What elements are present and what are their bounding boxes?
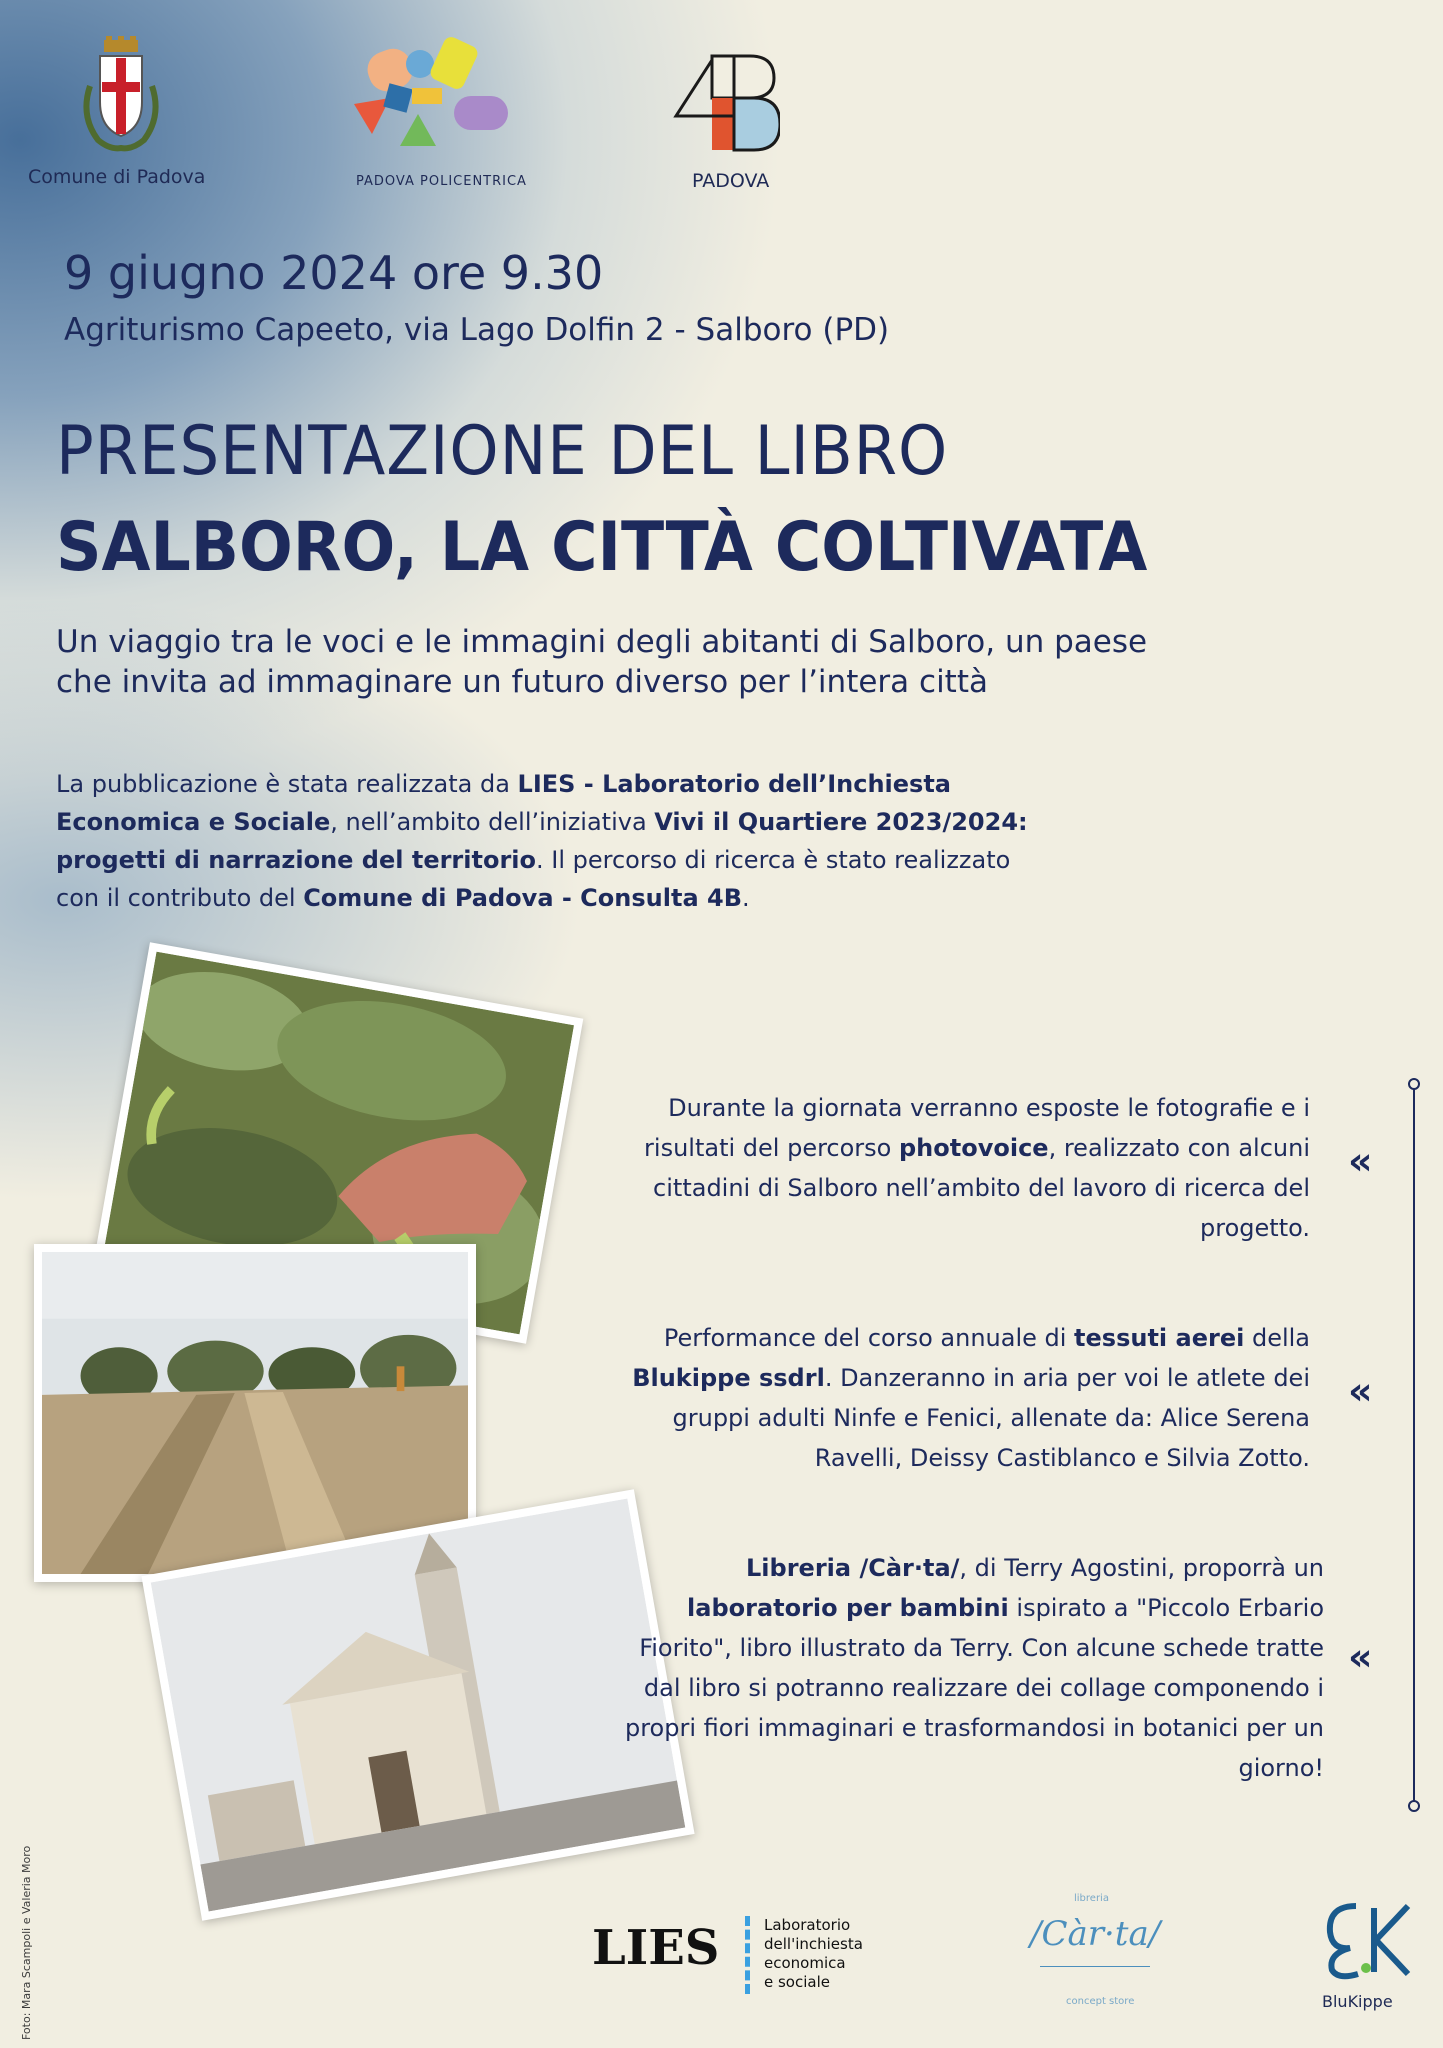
blukippe-label: BluKippe	[1322, 1992, 1393, 2011]
lies-wordmark: LIES	[592, 1920, 720, 1976]
intro-bold-lies: LIES - Laboratorio dell’Inchiesta Economica e Sociale	[56, 770, 951, 836]
chevron-left-icon: «	[1348, 1635, 1373, 1679]
comune-padova-label: Comune di Padova	[28, 166, 206, 188]
lies-description: Laboratorio dell'inchiesta economica e sociale	[764, 1916, 863, 1991]
blukippe-logo	[1322, 1898, 1416, 1980]
consulta-4b-logo	[672, 52, 780, 162]
section-tessuti-aerei: Performance del corso annuale di tessuti aerei della Blukippe ssdrl. Danzeranno in aria per voi le atlete dei gruppi adulti Ninfe e Fenici, allenate da: Alice Serena Ravelli, Deissy Castiblanco e Silvia Zotto.	[632, 1324, 1310, 1472]
bold-laboratorio-bambini: laboratorio per bambini	[687, 1594, 1009, 1622]
title-line-1: PRESENTAZIONE DEL LIBRO	[56, 412, 949, 491]
blukippe-mark-icon	[1322, 1898, 1416, 1980]
chevron-left-icon: «	[1348, 1139, 1373, 1183]
padova-policentrica-label: PADOVA POLICENTRICA	[356, 174, 527, 189]
carta-underline	[1040, 1966, 1150, 1967]
subtitle: Un viaggio tra le voci e le immagini degli abitanti di Salboro, un paese che invita ad immaginare un futuro diverso per l’intera città	[56, 624, 1148, 700]
section-libreria-carta: Libreria /Càr·ta/, di Terry Agostini, proporrà un laboratorio per bambini ispirato a "Piccolo Erbario Fiorito", libro illustrato da Terry. Con alcune schede tratte dal libro si potranno realizzare dei collage componendo i propri fiori immaginari e trasformandosi in botanici per un giorno!	[624, 1554, 1324, 1782]
timeline-bottom-dot	[1408, 1800, 1420, 1812]
intro-bold-initiative: Vivi il Quartiere 2023/2024: progetti di narrazione del territorio	[56, 808, 1028, 874]
bold-blukippe: Blukippe ssdrl	[632, 1364, 825, 1392]
section-photovoice: Durante la giornata verranno esposte le fotografie e i risultati del percorso photovoice, realizzato con alcuni cittadini di Salboro nell’ambito del lavoro di ricerca del progetto.	[644, 1094, 1310, 1242]
bold-libreria-carta: Libreria /Càr·ta/	[746, 1554, 960, 1582]
lies-divider	[745, 1916, 750, 1994]
timeline-top-dot	[1408, 1078, 1420, 1090]
carta-small-label: libreria	[1074, 1893, 1109, 1904]
intro-paragraph: La pubblicazione è stata realizzata da LIES - Laboratorio dell’Inchiesta Economica e Sociale, nell’ambito dell’iniziativa Vivi il Quartiere 2023/2024: progetti di narrazione del territorio. Il percorso di ricerca è stato realizzato con il contributo del Comune di Padova - Consulta 4B.	[56, 770, 1028, 912]
comune-padova-logo	[76, 36, 166, 154]
photo-credit: Foto: Mara Scampoli e Valeria Moro	[20, 1845, 33, 2040]
carta-sub-label: concept store	[1066, 1996, 1135, 2007]
consulta-padova-label: PADOVA	[692, 170, 770, 192]
carta-logo-name: /Càr·ta/	[1030, 1914, 1161, 1954]
intro-bold-comune: Comune di Padova - Consulta 4B	[303, 884, 742, 912]
four-b-icon	[672, 52, 780, 162]
chevron-left-icon: «	[1348, 1369, 1373, 1413]
timeline-line	[1413, 1084, 1415, 1808]
bold-tessuti-aerei: tessuti aerei	[1074, 1324, 1245, 1352]
event-date: 9 giugno 2024 ore 9.30	[64, 246, 604, 300]
bold-photovoice: photovoice	[899, 1134, 1049, 1162]
coat-of-arms-icon	[76, 36, 166, 154]
event-venue: Agriturismo Capeeto, via Lago Dolfin 2 - Salboro (PD)	[64, 312, 890, 348]
book-title: SALBORO, LA CITTÀ COLTIVATA	[56, 508, 1148, 587]
policentrica-shapes-icon	[350, 34, 510, 174]
padova-policentrica-logo	[350, 34, 510, 174]
